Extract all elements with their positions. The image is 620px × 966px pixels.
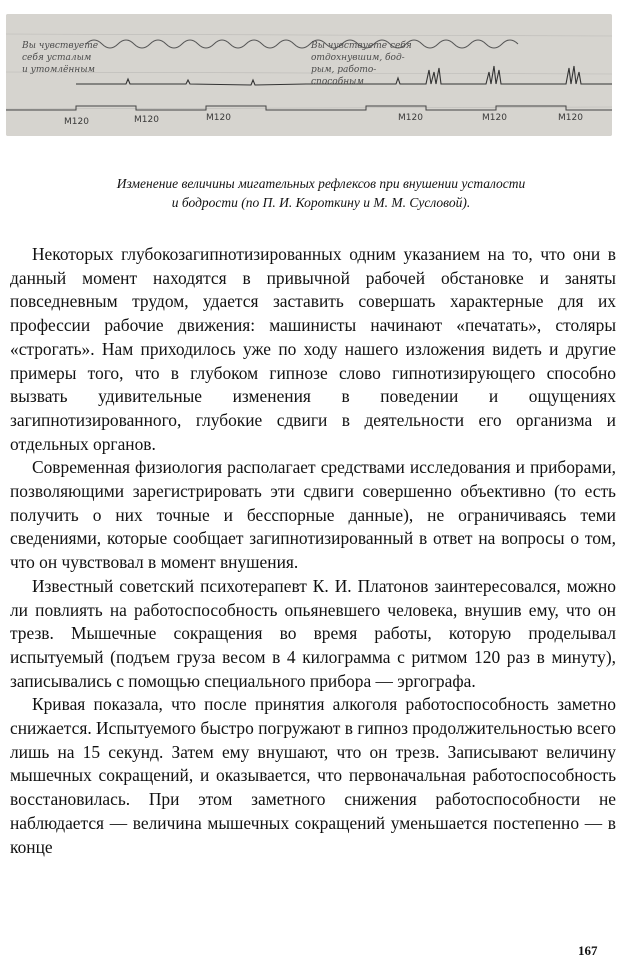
paragraph-2: Современная физиология располагает средствами исследования и приборами, позволяющими зарегистрировать эти сдвиги совершенно объективно (то есть получить о них точные и бесспорные данные), не ограничиваясь теми сведениями, которые сообщает загипнотизированный в ответ на вопросы о том, что он чувствовал в момент внушения. [10,457,616,573]
marker-4: M120 [398,113,423,123]
marker-5: M120 [482,113,507,123]
paragraph-3: Известный советский психотерапевт К. И. Платонов заинтересовался, можно ли повлиять на работоспособность опьяневшего человека, внушив ему, что он трезв. Мышечные сокращения во время работы, которую проделывал испытуемый (подъем груза весом в 4 килограмма с ритмом 120 раз в минуту), записывались с помощью специального прибора — эргографа. [10,575,616,691]
figure-caption [26,174,616,212]
curve-label-1-line-1: Вы чувствуете [22,41,99,51]
paragraph-4: Кривая показала, что после принятия алкоголя работоспособность заметно снижается. Испытуемого быстро погружают в гипноз продолжительностью всего лишь на 15 секунд. Затем ему внушают, что он трезв. Записывают величину мышечных сокращений, и оказывается, что первоначальная работоспособность восстановилась. При этом заметного снижения работоспособности не наблюдается — величина мышечных сокращений уменьшается постепенно — в конце [10,694,616,857]
curve-label-2-line-3: рым, работо- [311,65,377,75]
caption-line-1: Изменение величины мигательных рефлексов при внушении усталости [116,176,526,191]
marker-3: M120 [206,113,231,123]
marker-2: M120 [134,115,159,125]
reflex-figure [6,14,612,136]
marker-1: M120 [64,117,89,127]
marker-6: M120 [558,113,583,123]
page-number: 167 [578,943,598,958]
body-text [10,243,616,859]
curve-label-2-line-4: способным [311,77,364,87]
curve-label-2-line-2: отдохнувшим, бод- [311,53,405,63]
curve-label-1-line-2: себя усталым [22,53,92,63]
curve-label-2-line-1: Вы чувствуете себя [311,41,412,51]
reflex-recording [6,14,612,136]
curve-label-1-line-3: и утомлённым [22,65,95,75]
caption-line-2: и бодрости (по П. И. Короткину и М. М. Сусловой). [171,195,471,210]
paragraph-1: Некоторых глубокозагипнотизированных одним указанием на то, что они в данный момент находятся в привычной рабочей обстановке и заняты повседневным трудом, удается заставить совершать характерные для их профессии рабочие движения: машинисты начинают «печатать», столяры «строгать». Нам приходилось уже по ходу нашего изложения видеть и другие примеры того, что в глубоком гипнозе слово гипнотизирующего способно вызвать удивительные изменения в поведении и ощущениях загипнотизированного, глубокие сдвиги в деятельности его организма и отдельных органов. [10,244,616,454]
